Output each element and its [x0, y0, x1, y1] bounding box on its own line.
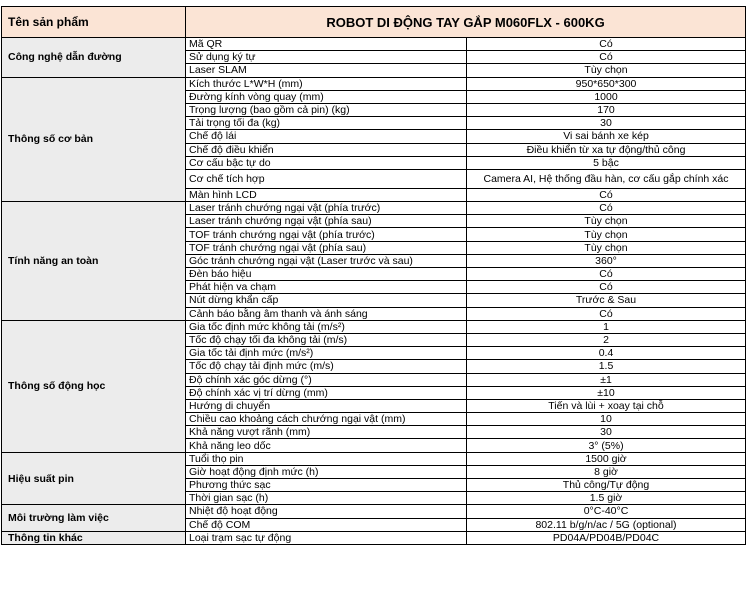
- param-value: 1.5: [467, 360, 746, 373]
- param-name: Laser SLAM: [186, 64, 467, 77]
- param-name: Nhiệt độ hoạt động: [186, 505, 467, 518]
- table-row: [2, 77, 746, 90]
- param-name: Tốc độ chạy tối đa không tải (m/s): [186, 333, 467, 346]
- param-value: Camera AI, Hệ thống đầu hàn, cơ cấu gắp chính xác: [467, 169, 746, 188]
- param-value: Có: [467, 188, 746, 201]
- param-name: Đèn báo hiệu: [186, 268, 467, 281]
- param-value: 360°: [467, 254, 746, 267]
- param-name: Khả năng leo dốc: [186, 439, 467, 452]
- param-name: Cơ cấu bậc tự do: [186, 156, 467, 169]
- param-value: 170: [467, 103, 746, 116]
- param-name: Trọng lượng (bao gồm cả pin) (kg): [186, 103, 467, 116]
- param-value: Có: [467, 51, 746, 64]
- spec-table: [1, 6, 746, 545]
- param-name: Hướng di chuyển: [186, 399, 467, 412]
- param-value: 1500 giờ: [467, 452, 746, 465]
- param-value: 30: [467, 426, 746, 439]
- param-value: 0°C-40°C: [467, 505, 746, 518]
- param-name: Thời gian sạc (h): [186, 492, 467, 505]
- param-name: Phương thức sạc: [186, 479, 467, 492]
- header-row: [2, 7, 746, 38]
- category-label: Thông số cơ bản: [2, 77, 186, 202]
- category-label: Thông tin khác: [2, 531, 186, 544]
- category-label: Công nghệ dẫn đường: [2, 38, 186, 78]
- param-value: ±1: [467, 373, 746, 386]
- param-name: Khả năng vượt rãnh (mm): [186, 426, 467, 439]
- param-name: TOF tránh chướng ngại vật (phía trước): [186, 228, 467, 241]
- param-name: Loại trạm sạc tự động: [186, 531, 467, 544]
- param-name: Chiều cao khoảng cách chướng ngại vật (mm): [186, 413, 467, 426]
- param-name: Góc tránh chướng ngại vật (Laser trước và sau): [186, 254, 467, 267]
- category-column-header: Tên sản phẩm: [2, 7, 186, 38]
- param-name: Tốc độ chạy tải định mức (m/s): [186, 360, 467, 373]
- param-name: Đường kính vòng quay (mm): [186, 90, 467, 103]
- param-value: 950*650*300: [467, 77, 746, 90]
- table-row: [2, 452, 746, 465]
- param-name: Độ chính xác góc dừng (°): [186, 373, 467, 386]
- param-name: Chế độ COM: [186, 518, 467, 531]
- param-name: Kích thước L*W*H (mm): [186, 77, 467, 90]
- category-label: Tính năng an toàn: [2, 202, 186, 321]
- table-row: [2, 202, 746, 215]
- param-value: Tiến và lùi + xoay tại chỗ: [467, 399, 746, 412]
- param-name: Phát hiện va chạm: [186, 281, 467, 294]
- param-value: Tùy chọn: [467, 64, 746, 77]
- param-name: Gia tốc tải định mức (m/s²): [186, 347, 467, 360]
- table-row: [2, 320, 746, 333]
- param-name: Laser tránh chướng ngại vật (phía trước): [186, 202, 467, 215]
- param-value: Trước & Sau: [467, 294, 746, 307]
- param-name: TOF tránh chướng ngại vật (phía sau): [186, 241, 467, 254]
- param-value: Tùy chọn: [467, 228, 746, 241]
- param-value: Có: [467, 202, 746, 215]
- param-value: Tùy chọn: [467, 241, 746, 254]
- param-value: 30: [467, 117, 746, 130]
- param-value: Có: [467, 268, 746, 281]
- param-name: Độ chính xác vị trí dừng (mm): [186, 386, 467, 399]
- param-value: 8 giờ: [467, 465, 746, 478]
- category-label: Môi trường làm việc: [2, 505, 186, 531]
- param-name: Cơ chế tích hợp: [186, 169, 467, 188]
- param-value: PD04A/PD04B/PD04C: [467, 531, 746, 544]
- param-value: 802.11 b/g/n/ac / 5G (optional): [467, 518, 746, 531]
- param-value: Tùy chọn: [467, 215, 746, 228]
- param-name: Chế độ lái: [186, 130, 467, 143]
- param-value: 1.5 giờ: [467, 492, 746, 505]
- param-name: Cảnh báo bằng âm thanh và ánh sáng: [186, 307, 467, 320]
- table-row: [2, 531, 746, 544]
- param-name: Tải trọng tối đa (kg): [186, 117, 467, 130]
- param-value: Điều khiển từ xa tự động/thủ công: [467, 143, 746, 156]
- product-title: ROBOT DI ĐỘNG TAY GẮP M060FLX - 600KG: [186, 7, 746, 38]
- param-value: Có: [467, 281, 746, 294]
- param-value: ±10: [467, 386, 746, 399]
- param-value: Thủ công/Tự động: [467, 479, 746, 492]
- param-name: Màn hình LCD: [186, 188, 467, 201]
- table-row: [2, 38, 746, 51]
- param-value: Có: [467, 38, 746, 51]
- param-name: Gia tốc định mức không tải (m/s²): [186, 320, 467, 333]
- param-value: 3° (5%): [467, 439, 746, 452]
- param-name: Nút dừng khẩn cấp: [186, 294, 467, 307]
- param-name: Tuổi thọ pin: [186, 452, 467, 465]
- category-label: Hiệu suất pin: [2, 452, 186, 505]
- param-value: 10: [467, 413, 746, 426]
- param-value: 5 bậc: [467, 156, 746, 169]
- param-name: Sử dụng ký tự: [186, 51, 467, 64]
- param-value: 1: [467, 320, 746, 333]
- param-name: Chế độ điều khiển: [186, 143, 467, 156]
- param-value: 1000: [467, 90, 746, 103]
- table-row: [2, 505, 746, 518]
- param-name: Mã QR: [186, 38, 467, 51]
- category-label: Thông số động học: [2, 320, 186, 452]
- param-value: 2: [467, 333, 746, 346]
- param-value: 0.4: [467, 347, 746, 360]
- param-value: Có: [467, 307, 746, 320]
- param-value: Vi sai bánh xe kép: [467, 130, 746, 143]
- param-name: Giờ hoạt động định mức (h): [186, 465, 467, 478]
- param-name: Laser tránh chướng ngại vật (phía sau): [186, 215, 467, 228]
